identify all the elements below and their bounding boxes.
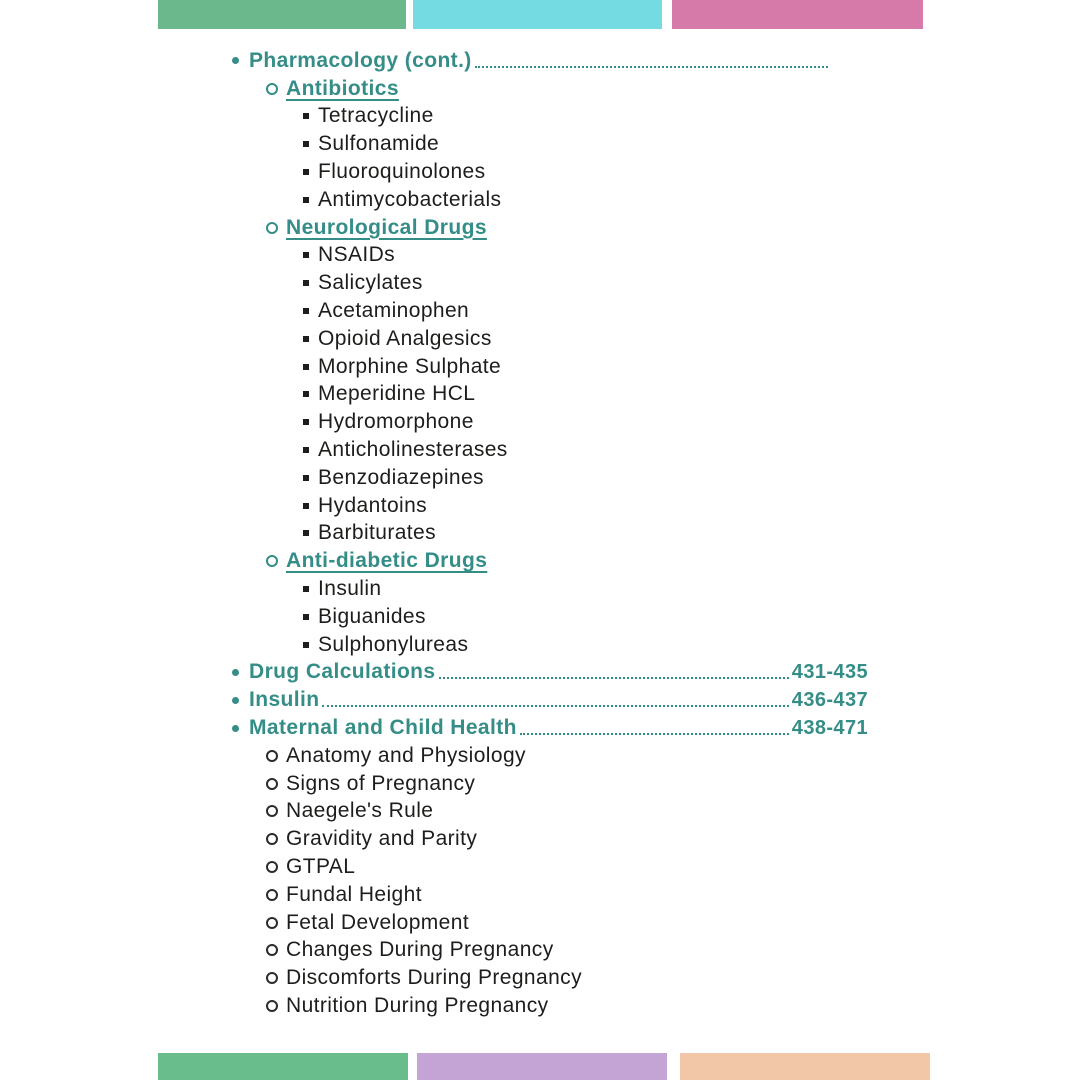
toc-entry-sulphonylureas — [230, 631, 868, 659]
toc-entry-pharmacology-cont[interactable] — [230, 47, 868, 75]
square-bullet-icon — [303, 308, 309, 314]
toc-entry-nutrition-during-pregnancy — [230, 992, 868, 1020]
circle-bullet-icon — [266, 833, 278, 845]
toc-entry-gravidity-and-parity — [230, 825, 868, 853]
toc-entry-label: Barbiturates — [318, 521, 437, 545]
page-range: 431-435 — [791, 660, 868, 683]
dot-leader — [322, 705, 788, 707]
square-bullet-icon — [303, 503, 309, 509]
toc-entry-benzodiazepines — [230, 464, 868, 492]
toc-entry-label: Morphine Sulphate — [318, 354, 502, 378]
top-bar-green — [158, 0, 406, 29]
square-bullet-icon — [303, 391, 309, 397]
circle-bullet-icon — [266, 1000, 278, 1012]
toc-entry-label: Opioid Analgesics — [318, 326, 492, 350]
toc-entry-hydromorphone — [230, 408, 868, 436]
dot-leader — [520, 733, 789, 735]
square-bullet-icon — [303, 280, 309, 286]
dot-bullet-icon — [232, 57, 239, 64]
toc-entry-label: Maternal and Child Health — [249, 716, 517, 740]
toc-entry-fluoroquinolones — [230, 158, 868, 186]
toc-entry-meperidine-hcl — [230, 381, 868, 409]
toc-entry-hydantoins — [230, 492, 868, 520]
toc-entry-label: Fundal Height — [286, 882, 422, 906]
toc-entry-label: Tetracycline — [318, 104, 434, 128]
toc-entry-discomforts-during-pregnancy — [230, 964, 868, 992]
circle-bullet-icon — [266, 972, 278, 984]
circle-bullet-icon — [266, 861, 278, 873]
square-bullet-icon — [303, 197, 309, 203]
toc-entry-label: GTPAL — [286, 855, 356, 878]
toc-entry-label: Fluoroquinolones — [318, 160, 486, 184]
toc-entry-tetracycline — [230, 103, 868, 131]
toc-entry-opioid-analgesics — [230, 325, 868, 353]
toc-entry-salicylates — [230, 269, 868, 297]
toc-entry-fetal-development — [230, 909, 868, 937]
circle-bullet-icon — [266, 778, 278, 790]
toc-entry-signs-of-pregnancy — [230, 770, 868, 798]
toc-entry-label: Drug Calculations — [249, 660, 436, 684]
toc-entry-label: Insulin — [318, 577, 382, 601]
circle-bullet-icon — [266, 222, 278, 234]
toc-entry-label: Anatomy and Physiology — [286, 743, 526, 767]
toc-entry-changes-during-pregnancy — [230, 937, 868, 965]
toc-entry-label: Sulfonamide — [318, 132, 440, 156]
toc-entry-anti-diabetic-drugs[interactable] — [230, 547, 868, 575]
toc-entry-neurological-drugs[interactable] — [230, 214, 868, 242]
circle-bullet-icon — [266, 750, 278, 762]
toc-entry-label: Benzodiazepines — [318, 465, 484, 489]
square-bullet-icon — [303, 364, 309, 370]
toc-entry-gtpal — [230, 853, 868, 881]
page-range: 438-471 — [791, 716, 868, 739]
bottom-bar-peach — [680, 1053, 930, 1080]
square-bullet-icon — [303, 614, 309, 620]
toc-entry-label: Sulphonylureas — [318, 632, 469, 656]
dot-leader — [439, 677, 789, 679]
toc-entry-label: Fetal Development — [286, 910, 470, 934]
circle-bullet-icon — [266, 944, 278, 956]
toc-entry-label: Pharmacology (cont.) — [249, 48, 472, 72]
circle-bullet-icon — [266, 83, 278, 95]
dot-leader — [475, 66, 828, 68]
square-bullet-icon — [303, 141, 309, 147]
toc-entry-label: Antibiotics — [286, 76, 399, 100]
toc-entry-label: Changes During Pregnancy — [286, 938, 554, 962]
toc-entry-biguanides — [230, 603, 868, 631]
toc-entry-label: Insulin — [249, 688, 320, 712]
toc-entry-antibiotics[interactable] — [230, 75, 868, 103]
square-bullet-icon — [303, 169, 309, 175]
top-bar-pink — [672, 0, 923, 29]
toc-entry-label: Nutrition During Pregnancy — [286, 993, 549, 1017]
square-bullet-icon — [303, 113, 309, 119]
square-bullet-icon — [303, 475, 309, 481]
toc-entry-label: Antimycobacterials — [318, 187, 502, 211]
square-bullet-icon — [303, 252, 309, 258]
toc-entry-nsaids — [230, 242, 868, 270]
toc-entry-label: Neurological Drugs — [286, 215, 487, 239]
toc-entry-anatomy-and-physiology — [230, 742, 868, 770]
dot-bullet-icon — [232, 697, 239, 704]
circle-bullet-icon — [266, 555, 278, 567]
toc-entry-morphine-sulphate — [230, 353, 868, 381]
toc-entry-label: Anti-diabetic Drugs — [286, 549, 488, 573]
toc-entry-label: Naegele's Rule — [286, 799, 434, 823]
circle-bullet-icon — [266, 889, 278, 901]
circle-bullet-icon — [266, 805, 278, 817]
dot-bullet-icon — [232, 669, 239, 676]
square-bullet-icon — [303, 447, 309, 453]
dot-bullet-icon — [232, 725, 239, 732]
toc-entry-label: NSAIDs — [318, 243, 396, 267]
square-bullet-icon — [303, 642, 309, 648]
toc-entry-label: Gravidity and Parity — [286, 827, 478, 851]
toc-entry-fundal-height — [230, 881, 868, 909]
page-range: 436-437 — [791, 688, 868, 711]
toc-entry-label: Discomforts During Pregnancy — [286, 966, 582, 990]
square-bullet-icon — [303, 336, 309, 342]
square-bullet-icon — [303, 530, 309, 536]
toc-entry-drug-calculations[interactable] — [230, 659, 868, 687]
toc-entry-label: Acetaminophen — [318, 299, 470, 323]
toc-entry-insulin-section[interactable] — [230, 686, 868, 714]
toc-entry-label: Meperidine HCL — [318, 382, 476, 406]
square-bullet-icon — [303, 419, 309, 425]
toc-entry-label: Anticholinesterases — [318, 438, 508, 462]
toc-entry-insulin-drug — [230, 575, 868, 603]
toc-entry-barbiturates — [230, 520, 868, 548]
square-bullet-icon — [303, 586, 309, 592]
toc-entry-label: Hydantoins — [318, 493, 428, 517]
top-bar-cyan — [413, 0, 662, 29]
toc-entry-anticholinesterases — [230, 436, 868, 464]
toc-entry-label: Signs of Pregnancy — [286, 771, 476, 795]
toc-entry-label: Biguanides — [318, 604, 426, 628]
bottom-bar-purple — [417, 1053, 667, 1080]
toc-entry-label: Hydromorphone — [318, 410, 474, 434]
toc-entry-acetaminophen — [230, 297, 868, 325]
table-of-contents — [230, 47, 868, 1020]
toc-entry-maternal-and-child-health[interactable] — [230, 714, 868, 742]
toc-entry-label: Salicylates — [318, 271, 423, 295]
bottom-bar-green — [158, 1053, 408, 1080]
toc-entry-naegeles-rule — [230, 798, 868, 826]
toc-entry-sulfonamide — [230, 130, 868, 158]
toc-entry-antimycobacterials — [230, 186, 868, 214]
circle-bullet-icon — [266, 917, 278, 929]
